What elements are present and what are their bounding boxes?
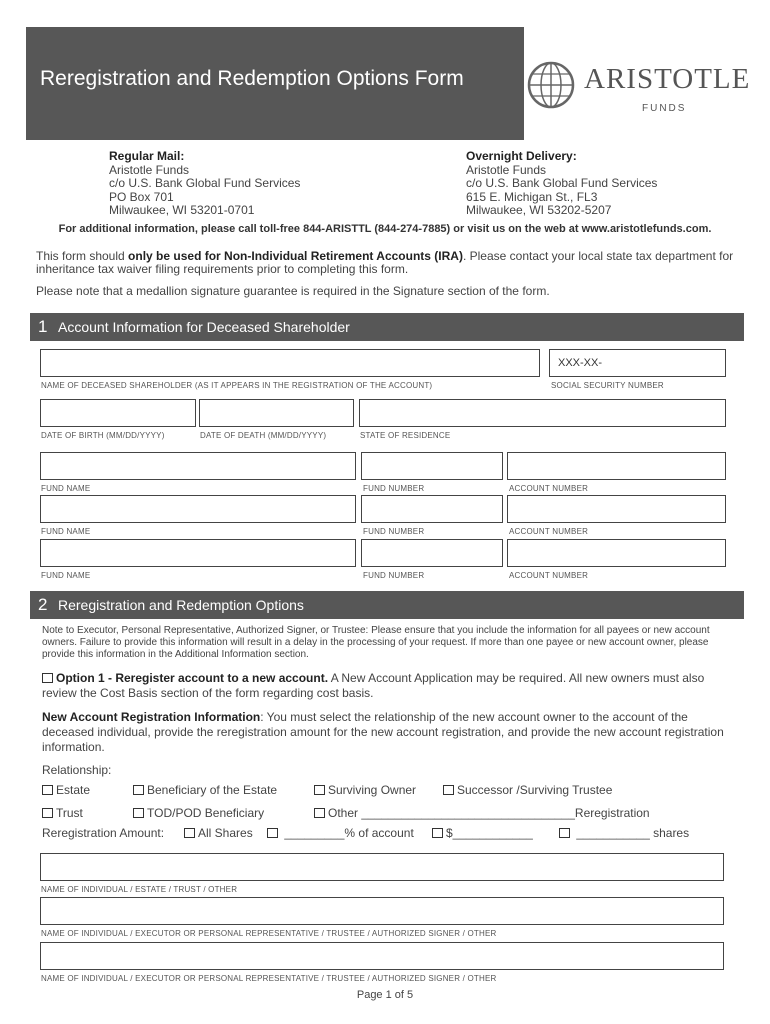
address-line: c/o U.S. Bank Global Fund Services (466, 176, 658, 190)
reregistration-amount-label: Reregistration Amount: (42, 826, 165, 840)
checkbox[interactable] (432, 828, 443, 838)
option-1-title: Option 1 - Reregister account to a new account. (56, 671, 329, 685)
relationship-successor-trustee[interactable] (443, 783, 612, 797)
field-label: FUND NUMBER (363, 527, 425, 536)
option-label: Estate (56, 783, 91, 797)
checkbox[interactable] (314, 808, 325, 818)
amount-dollar[interactable] (432, 826, 533, 840)
ssn-prefill: XXX-XX- (558, 357, 603, 369)
medallion-note: Please note that a medallion signature guarantee is required in the Signature section of the form. (36, 284, 550, 298)
brand-subtitle: FUNDS (642, 103, 687, 114)
option-label: All Shares (198, 826, 253, 840)
fund-name-field[interactable] (40, 495, 356, 523)
field-label: SOCIAL SECURITY NUMBER (551, 381, 664, 390)
account-number-field[interactable] (507, 452, 726, 480)
contact-info: For additional information, please call toll-free 844-ARISTTL (844-274-7885) or visit us on the web at www.aristotlefunds.com. (58, 223, 712, 235)
section-number: 1 (38, 317, 48, 336)
field-label: NAME OF DECEASED SHAREHOLDER (AS IT APPEARS IN THE REGISTRATION OF THE ACCOUNT) (41, 381, 433, 390)
field-label: FUND NAME (41, 527, 91, 536)
field-label: STATE OF RESIDENCE (360, 431, 451, 440)
executor-name-field[interactable] (40, 942, 724, 970)
globe-logo-icon (526, 60, 576, 110)
account-number-field[interactable] (507, 495, 726, 523)
address-line: 615 E. Michigan St., FL3 (466, 189, 598, 204)
option-label: Surviving Owner (328, 783, 417, 797)
option-label: ___________ shares (576, 826, 690, 840)
section-2-header (30, 591, 744, 619)
checkbox[interactable] (443, 785, 454, 795)
address-line: Aristotle Funds (466, 162, 547, 177)
date-of-death-field[interactable] (199, 399, 354, 427)
intro-text: . Please contact your local state tax department for inheritance tax waiver filing requirements prior to completing this form. (36, 249, 734, 276)
checkbox[interactable] (42, 785, 53, 795)
option-label: _________% of account (284, 826, 414, 840)
field-label: NAME OF INDIVIDUAL / EXECUTOR OR PERSONAL REPRESENTATIVE / TRUSTEE / AUTHORIZED SIGNER / OTHER (41, 974, 497, 983)
address-line: Milwaukee, WI 53202-5207 (466, 203, 612, 217)
option-label: TOD/POD Beneficiary (147, 806, 265, 820)
account-number-field[interactable] (507, 539, 726, 567)
fund-name-field[interactable] (40, 452, 356, 480)
option-label: Trust (56, 806, 83, 820)
field-label: FUND NAME (41, 571, 91, 580)
checkbox[interactable] (42, 808, 53, 818)
field-label: NAME OF INDIVIDUAL / ESTATE / TRUST / OTHER (41, 885, 238, 894)
overnight-delivery-heading: Overnight Delivery: (466, 149, 577, 163)
intro-bold-text: only be used for Non-Individual Retirement Accounts (IRA) (128, 249, 463, 263)
fund-number-field[interactable] (361, 539, 503, 567)
checkbox[interactable] (133, 785, 144, 795)
section-title: Account Information for Deceased Shareholder (58, 319, 350, 335)
regular-mail-heading: Regular Mail: (109, 149, 185, 163)
relationship-label: Relationship: (42, 763, 112, 777)
overnight-delivery-address (466, 150, 657, 218)
checkbox[interactable] (314, 785, 325, 795)
relationship-estate[interactable] (42, 783, 90, 797)
address-line: Aristotle Funds (109, 162, 190, 177)
checkbox[interactable] (184, 828, 195, 838)
option-label: Successor /Surviving Trustee (457, 783, 613, 797)
fund-number-field[interactable] (361, 452, 503, 480)
ssn-field[interactable] (549, 349, 726, 377)
fund-name-field[interactable] (40, 539, 356, 567)
field-label: FUND NUMBER (363, 484, 425, 493)
relationship-surviving-owner[interactable] (314, 783, 416, 797)
state-of-residence-field[interactable] (359, 399, 726, 427)
relationship-tod-pod[interactable] (133, 806, 264, 820)
amount-all-shares[interactable] (184, 826, 253, 840)
field-label: DATE OF DEATH (MM/DD/YYYY) (200, 431, 327, 440)
field-label: ACCOUNT NUMBER (509, 527, 589, 536)
nar-heading: New Account Registration Information (42, 710, 261, 724)
address-line: c/o U.S. Bank Global Fund Services (109, 176, 301, 190)
relationship-other[interactable] (314, 806, 650, 820)
checkbox[interactable] (267, 828, 278, 838)
section-1-header (30, 313, 744, 341)
brand-name: ARISTOTLE (584, 63, 751, 95)
checkbox[interactable] (559, 828, 570, 838)
intro-text: This form should (36, 249, 129, 263)
option-label: Other ________________________________Reregistration (328, 806, 650, 820)
section-number: 2 (38, 595, 48, 614)
amount-shares[interactable] (559, 826, 689, 840)
form-title: Reregistration and Redemption Options Form (40, 67, 464, 90)
regular-mail-address (109, 150, 300, 218)
checkbox[interactable] (133, 808, 144, 818)
deceased-name-field[interactable] (40, 349, 540, 377)
option-1 (42, 671, 732, 701)
intro-paragraph (36, 250, 736, 276)
relationship-trust[interactable] (42, 806, 83, 820)
field-label: DATE OF BIRTH (MM/DD/YYYY) (41, 431, 165, 440)
option-1-text: A New Account Application may be required. All new owners must also review the Cost Basis section of the form regarding cost basis. (42, 671, 705, 700)
nar-text: : You must select the relationship of the new account owner to the account of the deceased individual, provide the reregistration amount for the new account registration, and provide the new account registration information. (42, 710, 724, 754)
option-1-checkbox[interactable] (42, 673, 53, 683)
page-number: Page 1 of 5 (356, 989, 414, 1001)
option-label: Beneficiary of the Estate (147, 783, 278, 797)
executor-note: Note to Executor, Personal Representative, Authorized Signer, or Trustee: Please ensure that you include the information for all payees or new account owners. Failure to provide this information will result in a delay in the processing of your request. If more than one payee or new account owner, please provide this information in the Additional Information section. (42, 625, 710, 660)
address-line: Milwaukee, WI 53201-0701 (109, 203, 255, 217)
field-label: ACCOUNT NUMBER (509, 571, 589, 580)
field-label: ACCOUNT NUMBER (509, 484, 589, 493)
new-owner-name-field[interactable] (40, 853, 724, 881)
field-label: FUND NAME (41, 484, 91, 493)
address-line: PO Box 701 (109, 189, 174, 204)
section-title: Reregistration and Redemption Options (58, 597, 304, 613)
option-label: $____________ (446, 826, 533, 840)
field-label: NAME OF INDIVIDUAL / EXECUTOR OR PERSONAL REPRESENTATIVE / TRUSTEE / AUTHORIZED SIGNER / OTHER (41, 929, 497, 938)
amount-percent[interactable] (267, 826, 414, 840)
fund-number-field[interactable] (361, 495, 503, 523)
field-label: FUND NUMBER (363, 571, 425, 580)
date-of-birth-field[interactable] (40, 399, 196, 427)
executor-name-field[interactable] (40, 897, 724, 925)
relationship-beneficiary[interactable] (133, 783, 277, 797)
new-account-registration-info (42, 710, 732, 755)
